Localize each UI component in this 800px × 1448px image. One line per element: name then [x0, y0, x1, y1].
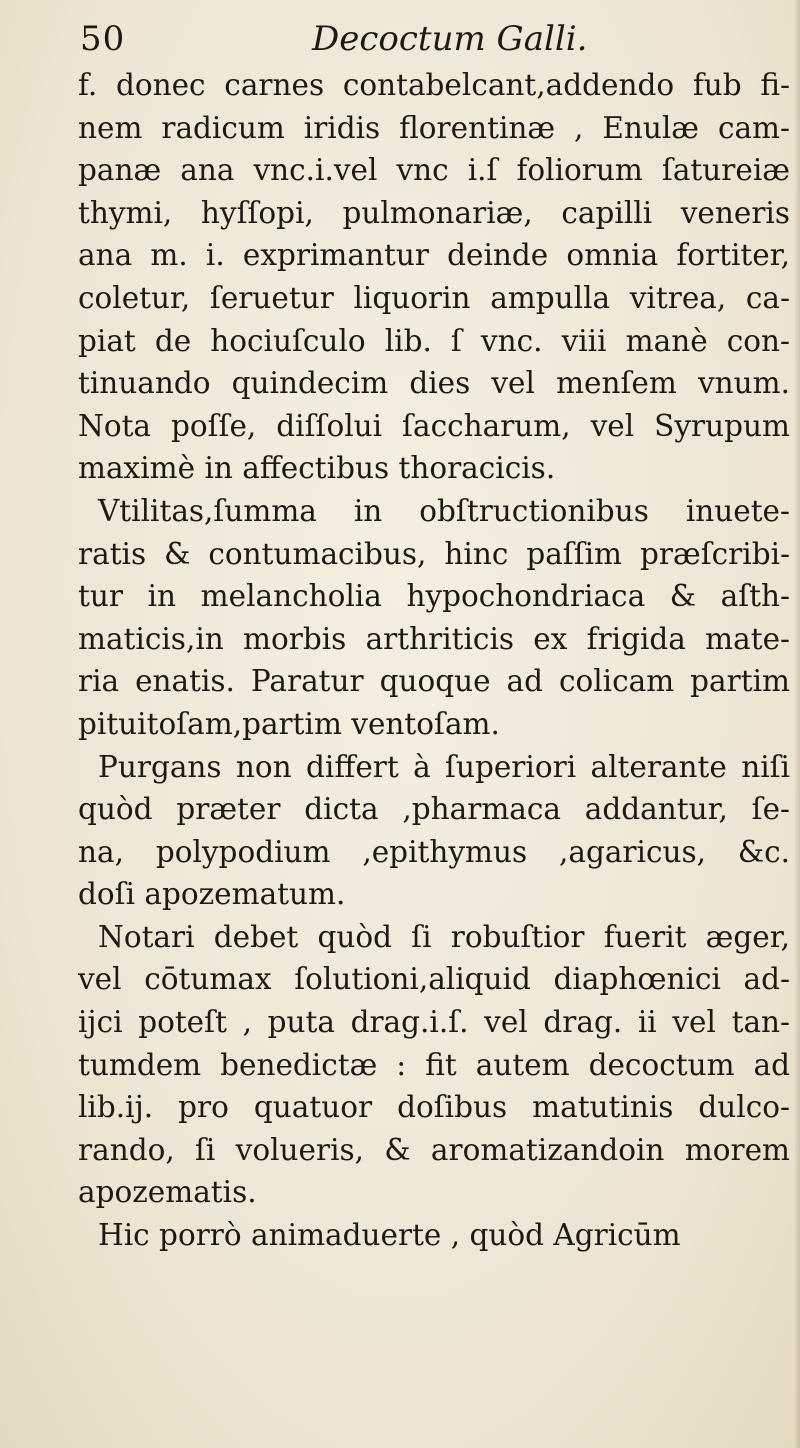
text-line: maximè in affectibus thoracicis.	[78, 451, 556, 486]
text-line: rando, ſi volueris, & aromatizandoin morem	[78, 1132, 790, 1167]
text-line: vel cōtumax ſolutioni,aliquid diaphœnici ad-	[78, 962, 790, 997]
text-line: thymi, hyſſopi, pulmonariæ, capilli veneris	[78, 195, 790, 230]
text-line: Vtilitas,ſumma in obſtructionibus inuete-	[98, 493, 790, 528]
text-line: ratis & contumacibus, hinc paſſim præſcribi-	[78, 536, 790, 571]
text-line: apozematis.	[78, 1175, 257, 1210]
text-line: ria enatis. Paratur quoque ad colicam partim	[78, 664, 790, 699]
page-number: 50	[80, 19, 126, 59]
text-line: ijci poteſt , puta drag.i.ſ. vel drag. ii vel tan-	[78, 1005, 790, 1040]
text-line: ana m. i. exprimantur deinde omnia fortiter,	[78, 238, 790, 273]
text-line: Hic porrò animaduerte , quòd Agricūm	[98, 1218, 681, 1253]
text-line: quòd præter dicta ,pharmaca addantur, ſe-	[78, 792, 790, 827]
text-line: doſi apozematum.	[78, 877, 346, 912]
text-line: tumdem benedictæ : fit autem decoctum ad	[78, 1047, 790, 1082]
text-line: Nota poſſe, diſſolui ſaccharum, vel Syrupum	[78, 408, 790, 443]
text-line: lib.ij. pro quatuor doſibus matutinis dulco-	[78, 1090, 790, 1125]
page-edge-shadow	[794, 0, 800, 1448]
text-line: piat de hociuſculo lib. ſ vnc. viii manè con-	[78, 323, 790, 358]
text-line: tinuando quindecim dies vel menſem vnum.	[78, 366, 790, 401]
text-line: f. donec carnes contabelcant,addendo fub fi-	[78, 68, 790, 102]
body-text	[78, 64, 790, 1257]
text-line: coletur, ſeruetur liquorin ampulla vitrea, ca-	[78, 280, 790, 315]
page-header	[80, 14, 790, 64]
text-line: Notari debet quòd ſi robuſtior fuerit æger,	[98, 919, 790, 954]
text-line: nem radicum iridis florentinæ , Enulæ cam-	[78, 110, 790, 145]
text-line: panæ ana vnc.i.vel vnc i.ſ foliorum ſatureiæ	[78, 153, 790, 188]
text-line: pituitoſam,partim ventoſam.	[78, 706, 500, 741]
text-line: maticis,in morbis arthriticis ex frigida mate-	[78, 621, 790, 656]
text-line: tur in melancholia hypochondriaca & aſth-	[78, 579, 790, 614]
text-line: na, polypodium ,epithymus ,agaricus, &c.	[78, 834, 790, 869]
running-title: Decoctum Galli.	[312, 19, 588, 59]
text-line: Purgans non differt à ſuperiori alterante niſi	[98, 749, 790, 784]
